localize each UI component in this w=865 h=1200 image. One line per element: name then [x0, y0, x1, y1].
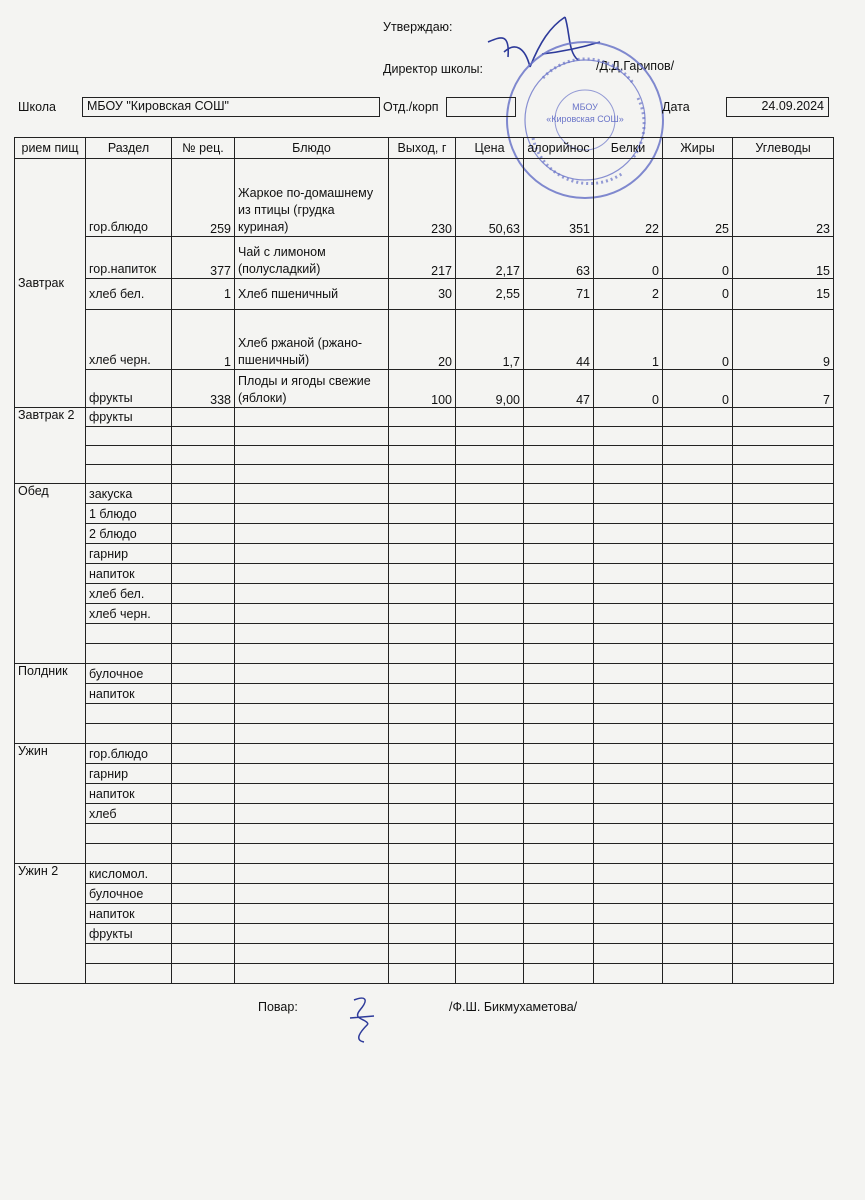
carbs-cell: 9: [733, 310, 834, 370]
recipe-cell: 338: [172, 370, 235, 408]
meal-dinner: Ужин: [15, 744, 86, 864]
section-cell: хлеб черн.: [86, 604, 172, 624]
protein-cell: 0: [594, 370, 663, 408]
column-header: № рец.: [172, 138, 235, 159]
kcal-cell: 47: [524, 370, 594, 408]
weight-cell: 230: [389, 159, 456, 237]
table-row: [15, 279, 834, 310]
section-cell: хлеб черн.: [86, 310, 172, 370]
table-row: [15, 664, 834, 684]
section-cell: хлеб бел.: [86, 584, 172, 604]
weight-cell: 100: [389, 370, 456, 408]
meal-breakfast-2: Завтрак 2: [15, 408, 86, 484]
table-row: [15, 744, 834, 764]
weight-cell: 217: [389, 237, 456, 279]
section-cell: напиток: [86, 564, 172, 584]
school-field[interactable]: [82, 97, 380, 117]
carbs-cell: 15: [733, 279, 834, 310]
column-header: рием пищ: [15, 138, 86, 159]
table-row: [15, 370, 834, 408]
carbs-cell: 23: [733, 159, 834, 237]
school-value: МБОУ "Кировская СОШ": [87, 99, 229, 113]
column-header: Жиры: [663, 138, 733, 159]
section-cell: гор.блюдо: [86, 744, 172, 764]
section-cell: фрукты: [86, 924, 172, 944]
price-cell: 9,00: [456, 370, 524, 408]
dept-label: Отд./корп: [383, 100, 439, 114]
section-cell: кисломол.: [86, 864, 172, 884]
kcal-cell: 351: [524, 159, 594, 237]
table-row: [15, 864, 834, 884]
column-header: алорийнос: [524, 138, 594, 159]
dish-cell: Хлеб ржаной (ржано-пшеничный): [235, 310, 389, 370]
approve-label: Утверждаю:: [383, 20, 453, 34]
price-cell: 2,17: [456, 237, 524, 279]
kcal-cell: 71: [524, 279, 594, 310]
price-cell: 1,7: [456, 310, 524, 370]
section-cell: гарнир: [86, 544, 172, 564]
table-row: [15, 484, 834, 504]
section-cell: закуска: [86, 484, 172, 504]
date-value: 24.09.2024: [761, 99, 824, 113]
section-cell: хлеб: [86, 804, 172, 824]
fat-cell: 25: [663, 159, 733, 237]
director-name: /Д.Д.Гарипов/: [596, 59, 675, 73]
date-field[interactable]: [726, 97, 829, 117]
weight-cell: 30: [389, 279, 456, 310]
price-cell: 2,55: [456, 279, 524, 310]
meal-snack: Полдник: [15, 664, 86, 744]
section-cell: гарнир: [86, 764, 172, 784]
protein-cell: 2: [594, 279, 663, 310]
section-cell: гор.напиток: [86, 237, 172, 279]
recipe-cell: 377: [172, 237, 235, 279]
column-header: Белки: [594, 138, 663, 159]
school-label: Школа: [18, 100, 56, 114]
dish-cell: Жаркое по-домашнему из птицы (грудка куриная): [235, 159, 389, 237]
table-row: [15, 159, 834, 237]
dish-cell: Хлеб пшеничный: [235, 279, 389, 310]
recipe-cell: 1: [172, 310, 235, 370]
table-row: [15, 408, 834, 427]
menu-table: [14, 137, 834, 984]
section-cell: 2 блюдо: [86, 524, 172, 544]
column-header: Блюдо: [235, 138, 389, 159]
kcal-cell: 44: [524, 310, 594, 370]
column-header: Цена: [456, 138, 524, 159]
column-header: Углеводы: [733, 138, 834, 159]
dept-field[interactable]: [446, 97, 516, 117]
section-cell: булочное: [86, 884, 172, 904]
protein-cell: 0: [594, 237, 663, 279]
carbs-cell: 7: [733, 370, 834, 408]
stamp-text-1: МБОУ: [572, 102, 598, 112]
recipe-cell: 259: [172, 159, 235, 237]
section-cell: напиток: [86, 904, 172, 924]
section-cell: 1 блюдо: [86, 504, 172, 524]
section-cell: напиток: [86, 684, 172, 704]
meal-lunch: Обед: [15, 484, 86, 664]
section-cell: напиток: [86, 784, 172, 804]
stamp-text-2: «Кировская СОШ»: [546, 114, 624, 124]
director-label: Директор школы:: [383, 62, 483, 76]
table-row: [15, 310, 834, 370]
kcal-cell: 63: [524, 237, 594, 279]
protein-cell: 22: [594, 159, 663, 237]
meal-dinner-2: Ужин 2: [15, 864, 86, 984]
fat-cell: 0: [663, 279, 733, 310]
section-cell: фрукты: [86, 408, 172, 427]
carbs-cell: 15: [733, 237, 834, 279]
fat-cell: 0: [663, 370, 733, 408]
date-label: Дата: [662, 100, 690, 114]
section-cell: фрукты: [86, 370, 172, 408]
cook-signature-icon: [340, 988, 400, 1048]
section-cell: хлеб бел.: [86, 279, 172, 310]
column-header: Выход, г: [389, 138, 456, 159]
dish-cell: Чай с лимоном (полусладкий): [235, 237, 389, 279]
cook-name: /Ф.Ш. Бикмухаметова/: [449, 1000, 578, 1014]
cook-label: Повар:: [258, 1000, 298, 1014]
price-cell: 50,63: [456, 159, 524, 237]
section-cell: гор.блюдо: [86, 159, 172, 237]
fat-cell: 0: [663, 310, 733, 370]
weight-cell: 20: [389, 310, 456, 370]
table-header-row: [15, 138, 834, 159]
meal-breakfast: Завтрак: [15, 159, 86, 408]
dish-cell: Плоды и ягоды свежие (яблоки): [235, 370, 389, 408]
section-cell: булочное: [86, 664, 172, 684]
recipe-cell: 1: [172, 279, 235, 310]
column-header: Раздел: [86, 138, 172, 159]
fat-cell: 0: [663, 237, 733, 279]
table-row: [15, 237, 834, 279]
protein-cell: 1: [594, 310, 663, 370]
